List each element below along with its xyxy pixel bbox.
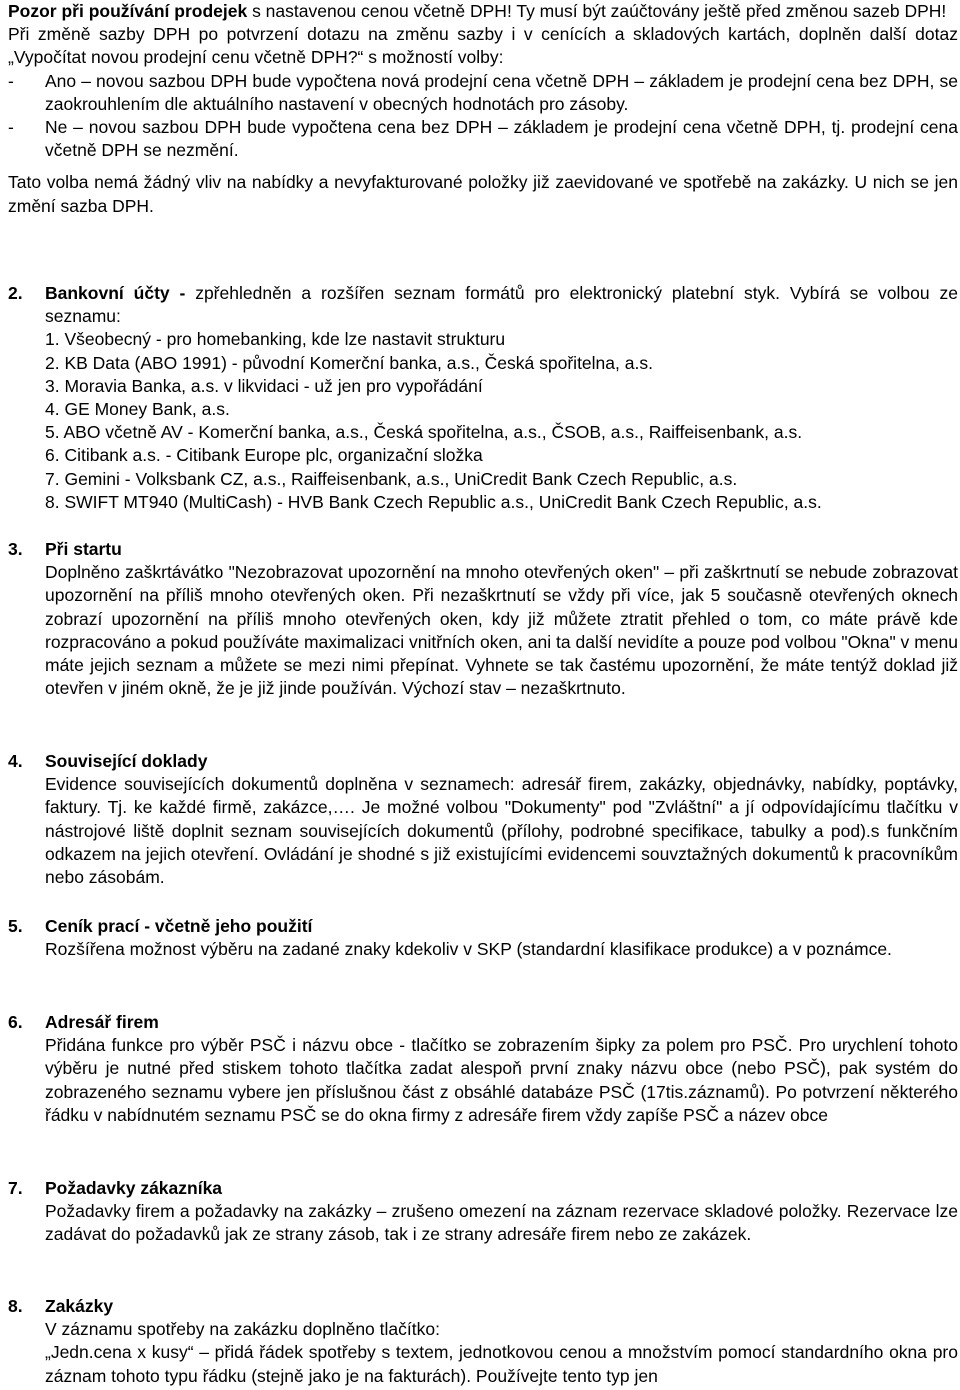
- section-orders: [8, 1295, 958, 1388]
- section-body: Rozšířena možnost výběru na zadané znaky kdekoliv v SKP (standardní klasifikace produkce) a v poznámce.: [45, 939, 892, 960]
- section-title: Zakázky: [45, 1296, 114, 1316]
- section-body: Doplněno zaškrtávátko "Nezobrazovat upozornění na mnoho otevřených oken" – při zaškrtnutí se nebude zobrazovat upozornění na příliš mnoho otevřených oken. Při nezaškrtnutí se vždy při více, jak 5 současně otevřených oknech zobrazí upozornění na příliš mnoho otevřených oken, kdy již můžete ztratit přehled o tom, co máte právě kde rozpracováno a pokud používáte maximalizaci vnitřních oken, ani ta další nevidíte a pouze pod volbou "Okna" v menu máte jejich seznam a můžete se mezi nimi přepínat. Vyhnete se tak častému upozornění, že máte tentýž doklad již otevřen v jiném okně, že je již jinde používán. Výchozí stav – nezaškrtnuto.: [45, 562, 958, 699]
- list-item: 3. Moravia Banka, a.s. v likvidaci - už jen pro vypořádání: [45, 375, 483, 396]
- section-company-directory: [8, 1011, 958, 1127]
- list-item: 4. GE Money Bank, a.s.: [45, 399, 230, 420]
- section-number: 7.: [8, 1178, 23, 1198]
- section-price-list: [8, 915, 958, 961]
- section-number: 6.: [8, 1012, 23, 1032]
- section-number: 2.: [8, 283, 23, 303]
- section-body: Evidence souvisejících dokumentů doplněna v seznamech: adresář firem, zakázky, objednávky, nabídky, poptávky, faktury. Tj. ke každé firmě, zakázce,…. Je možné volbou "Dokumenty" pod "Zvláštní" a jí odpovídajícímu tlačítku v nástrojové liště doplnit seznam souvisejících dokumentů (přílohy, podrobné specifikace, tabulky a pod).s funkčním odkazem na jejich otevření. Ovládání je shodné s již existujícími evidencemi souvztažných dokumentů k pracovníkům nebo zásobám.: [45, 774, 958, 888]
- section-title: Požadavky zákazníka: [45, 1178, 223, 1198]
- section-number: 3.: [8, 539, 23, 559]
- intro-option-yes: - Ano – novou sazbou DPH bude vypočtena nová prodejní cena včetně DPH – základem je prodejní cena bez DPH, se zaokrouhlením dle aktuálního nastavení v obecných hodnotách pro zásoby.: [8, 70, 958, 114]
- section-title: Při startu: [45, 539, 122, 559]
- intro-block: [8, 0, 958, 218]
- section-banks: [8, 282, 958, 514]
- list-item: 7. Gemini - Volksbank CZ, a.s., Raiffeisenbank, a.s., UniCredit Bank Czech Republic, a.s.: [45, 468, 738, 489]
- section-startup: [8, 538, 958, 700]
- list-item: 1. Všeobecný - pro homebanking, kde lze nastavit strukturu: [45, 329, 506, 350]
- section-number: 5.: [8, 916, 23, 936]
- section-body: Požadavky firem a požadavky na zakázky – zrušeno omezení na záznam rezervace skladové položky. Rezervace lze zadávat do požadavků jak ze strany zásob, tak i ze strany adresáře firem nebo ze zakázek.: [45, 1201, 958, 1245]
- section-body-continued: „Jedn.cena x kusy“ – přidá řádek spotřeby s textem, jednotkovou cenou a množstvím pomocí standardního okna pro záznam tohoto typu řádku (stejně jako je na fakturách). Používejte tento typ jen: [45, 1342, 958, 1386]
- section-body: V záznamu spotřeby na zakázku doplněno tlačítko:: [45, 1319, 440, 1340]
- section-banks-title: Bankovní účty -: [45, 283, 186, 303]
- option-marker: -: [8, 70, 14, 91]
- section-banks-intro: Bankovní účty - zpřehledněn a rozšířen seznam formátů pro elektronický platební styk. Vybírá se volbou ze seznamu:: [45, 283, 958, 327]
- intro-warning-bold: Pozor při používání prodejek: [8, 1, 248, 21]
- section-related-documents: [8, 750, 958, 889]
- option-marker: -: [8, 117, 14, 138]
- section-title: Související doklady: [45, 751, 208, 771]
- intro-option-no: - Ne – novou sazbou DPH bude vypočtena cena bez DPH – základem je prodejní cena včetně DPH, tj. prodejní cena včetně DPH se nezmění.: [8, 117, 958, 161]
- list-item: 6. Citibank a.s. - Citibank Europe plc, organizační složka: [45, 445, 483, 466]
- section-title: Ceník prací - včetně jeho použití: [45, 916, 313, 936]
- section-title: Adresář firem: [45, 1012, 159, 1032]
- section-body: Přidána funkce pro výběr PSČ i názvu obce - tlačítko se zobrazením šipky za polem pro PSČ. Pro urychlení tohoto výběru je nutné před stiskem tohoto tlačítka zadat alespoň první znaky názvu obce (nebo PSČ), pak systém do zobrazeného seznamu vybere jen příslušnou část z obsáhlé databáze PSČ (17tis.záznamů). Po potvrzení některého řádku v nabídnutém seznamu PSČ se do okna firmy z adresáře firem vždy zapíše PSČ a název obce: [45, 1035, 958, 1125]
- section-number: 8.: [8, 1296, 23, 1316]
- section-customer-requests: [8, 1177, 958, 1247]
- intro-note: Tato volba nemá žádný vliv na nabídky a nevyfakturované položky již zaevidované ve spotřebě na zakázky. U nich se jen změní sazba DPH.: [8, 172, 958, 216]
- list-item: 5. ABO včetně AV - Komerční banka, a.s., Česká spořitelna, a.s., ČSOB, a.s., Raiffeisenbank, a.s.: [45, 422, 803, 443]
- intro-line2: Při změně sazby DPH po potvrzení dotazu na změnu sazby i v cenících a skladových kartách, doplněn další dotaz „Vypočítat novou prodejní cenu včetně DPH?“ s možností volby:: [8, 24, 958, 68]
- bank-format-list: [45, 328, 958, 514]
- list-item: 2. KB Data (ABO 1991) - původní Komerční banka, a.s., Česká spořitelna, a.s.: [45, 352, 653, 373]
- section-number: 4.: [8, 751, 23, 771]
- list-item: 8. SWIFT MT940 (MultiCash) - HVB Bank Czech Republic a.s., UniCredit Bank Czech Republic, a.s.: [45, 491, 822, 512]
- intro-line1: Pozor při používání prodejek s nastavenou cenou včetně DPH! Ty musí být zaúčtovány ještě před změnou sazeb DPH!: [8, 1, 947, 21]
